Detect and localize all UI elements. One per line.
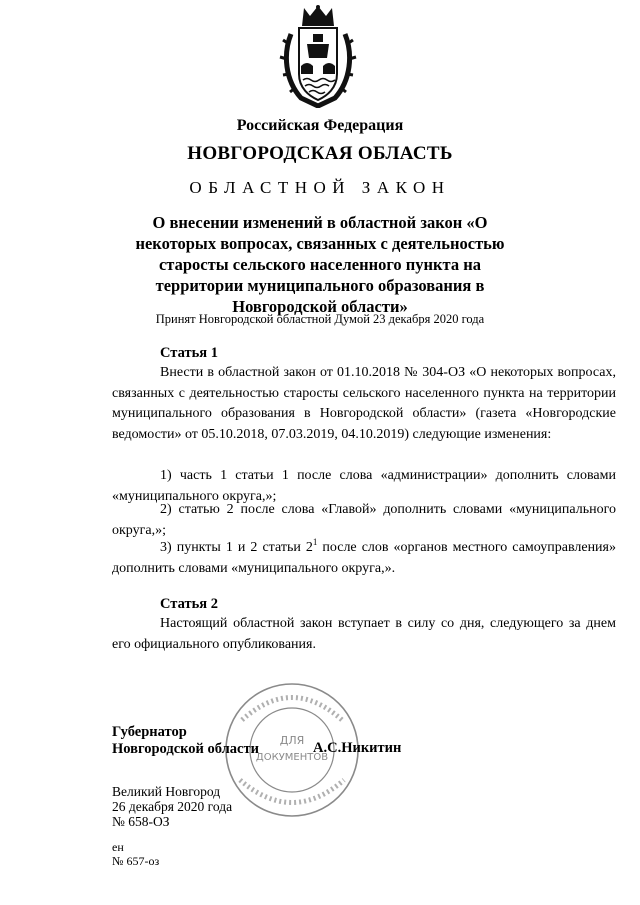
article-2-text: Настоящий областной закон вступает в силу со дня, следующего за днем его официального опубликования. xyxy=(112,616,616,652)
signatory-position xyxy=(112,724,259,758)
law-title: О внесении изменений в областной закон «О некоторых вопросах, связанных с деятельностью старосты сельского населенного пункта на территории муниципального образования в Новгородской области» xyxy=(135,213,505,316)
article-1-intro: Внести в областной закон от 01.10.2018 № 304-ОЗ «О некоторых вопросах, связанных с деятельностью старосты сельского населенного пункта на территории муниципального образования в Новгородской области» (газета «Новгородские ведомости» от 05.10.2018, 07.03.2019, 04.10.2019) следующие изменения: xyxy=(112,365,616,442)
position-line-1: Губернатор xyxy=(112,724,187,740)
country-name: Российская Федерация xyxy=(236,117,404,134)
law-number: № 658-ОЗ xyxy=(112,814,170,829)
article-1-item-2: 2) статью 2 после слова «Главой» дополнить словами «муниципального округа,»; xyxy=(112,502,616,538)
item-3-part-a: 3) пункты 1 и 2 статьи 2 xyxy=(160,540,313,555)
signatory-name: А.С.Никитин xyxy=(313,740,402,756)
coat-of-arms-emblem xyxy=(277,4,359,108)
acceptance-note: Принят Новгородской областной Думой 23 декабря 2020 года xyxy=(155,312,485,326)
item-3-superscript: 1 xyxy=(312,537,318,547)
city: Великий Новгород xyxy=(112,784,221,799)
document-type: ОБЛАСТНОЙ ЗАКОН xyxy=(189,178,451,197)
note-line-1: ен xyxy=(112,840,124,854)
document-footer xyxy=(112,784,232,829)
article-1-item-3 xyxy=(112,538,616,579)
seal-text-line-2: ДОКУМЕНТОВ xyxy=(255,752,329,763)
seal-text-line-1: ДЛЯ xyxy=(279,734,305,747)
signing-date: 26 декабря 2020 года xyxy=(112,799,233,814)
position-line-2: Новгородской области xyxy=(112,741,259,757)
article-1-item-1: 1) часть 1 статьи 1 после слова «администрации» дополнить словами «муниципального округа,»; xyxy=(112,468,616,504)
region-name: НОВГОРОДСКАЯ ОБЛАСТЬ xyxy=(187,143,453,164)
article-2-heading: Статья 2 xyxy=(160,596,218,612)
registration-note xyxy=(112,840,159,868)
item-3-part-b: после слов «органов местного самоуправления» дополнить словами «муниципального округа,». xyxy=(112,540,616,576)
note-line-2: № 657-оз xyxy=(112,854,160,868)
article-1-heading: Статья 1 xyxy=(160,345,218,361)
